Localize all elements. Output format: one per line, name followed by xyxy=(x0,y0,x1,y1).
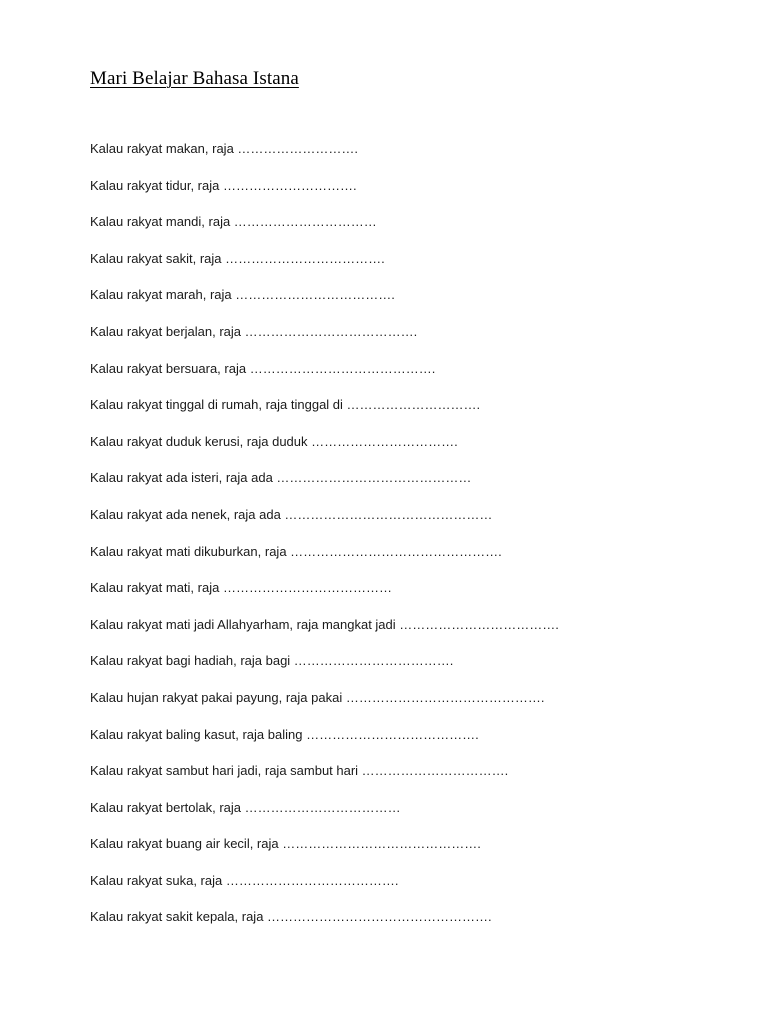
exercise-line: Kalau rakyat bersuara, raja ……………………………………. xyxy=(90,360,436,376)
exercise-line: Kalau rakyat suka, raja …………………………………. xyxy=(90,872,399,888)
document-title: Mari Belajar Bahasa Istana xyxy=(90,68,299,89)
exercise-line: Kalau rakyat ada isteri, raja ada ……………………………………… xyxy=(90,470,472,486)
exercise-line: Kalau rakyat baling kasut, raja baling …………………………………. xyxy=(90,726,479,742)
exercise-line: Kalau rakyat marah, raja ………………………………. xyxy=(90,287,395,303)
exercise-line: Kalau hujan rakyat pakai payung, raja pakai ………………………………………. xyxy=(90,689,545,705)
exercise-line: Kalau rakyat mati jadi Allahyarham, raja mangkat jadi ………………………………. xyxy=(90,616,559,632)
exercise-line: Kalau rakyat mati dikuburkan, raja …………………………………………. xyxy=(90,543,502,559)
exercise-list xyxy=(90,137,559,942)
exercise-line: Kalau rakyat bagi hadiah, raja bagi ………………………………. xyxy=(90,653,454,669)
exercise-line: Kalau rakyat berjalan, raja …………………………………. xyxy=(90,323,418,339)
exercise-line: Kalau rakyat sakit, raja ………………………………. xyxy=(90,250,385,266)
exercise-line: Kalau rakyat makan, raja ………………………. xyxy=(90,141,359,156)
exercise-line: Kalau rakyat ada nenek, raja ada ………………………………………… xyxy=(90,506,493,522)
exercise-line: Kalau rakyat mandi, raja …………………………… xyxy=(90,214,377,230)
exercise-line: Kalau rakyat sambut hari jadi, raja sambut hari ……………………………. xyxy=(90,763,509,779)
exercise-line: Kalau rakyat bertolak, raja ……………………………… xyxy=(90,799,401,815)
exercise-line: Kalau rakyat duduk kerusi, raja duduk ……………………………. xyxy=(90,433,458,449)
exercise-line: Kalau rakyat mati, raja ………………………………… xyxy=(90,580,392,596)
exercise-line: Kalau rakyat tinggal di rumah, raja tinggal di …………………………. xyxy=(90,397,481,413)
exercise-line: Kalau rakyat buang air kecil, raja ………………………………………. xyxy=(90,836,481,852)
exercise-line: Kalau rakyat sakit kepala, raja ……………………………………………. xyxy=(90,909,492,925)
exercise-line: Kalau rakyat tidur, raja …………………………. xyxy=(90,177,357,193)
